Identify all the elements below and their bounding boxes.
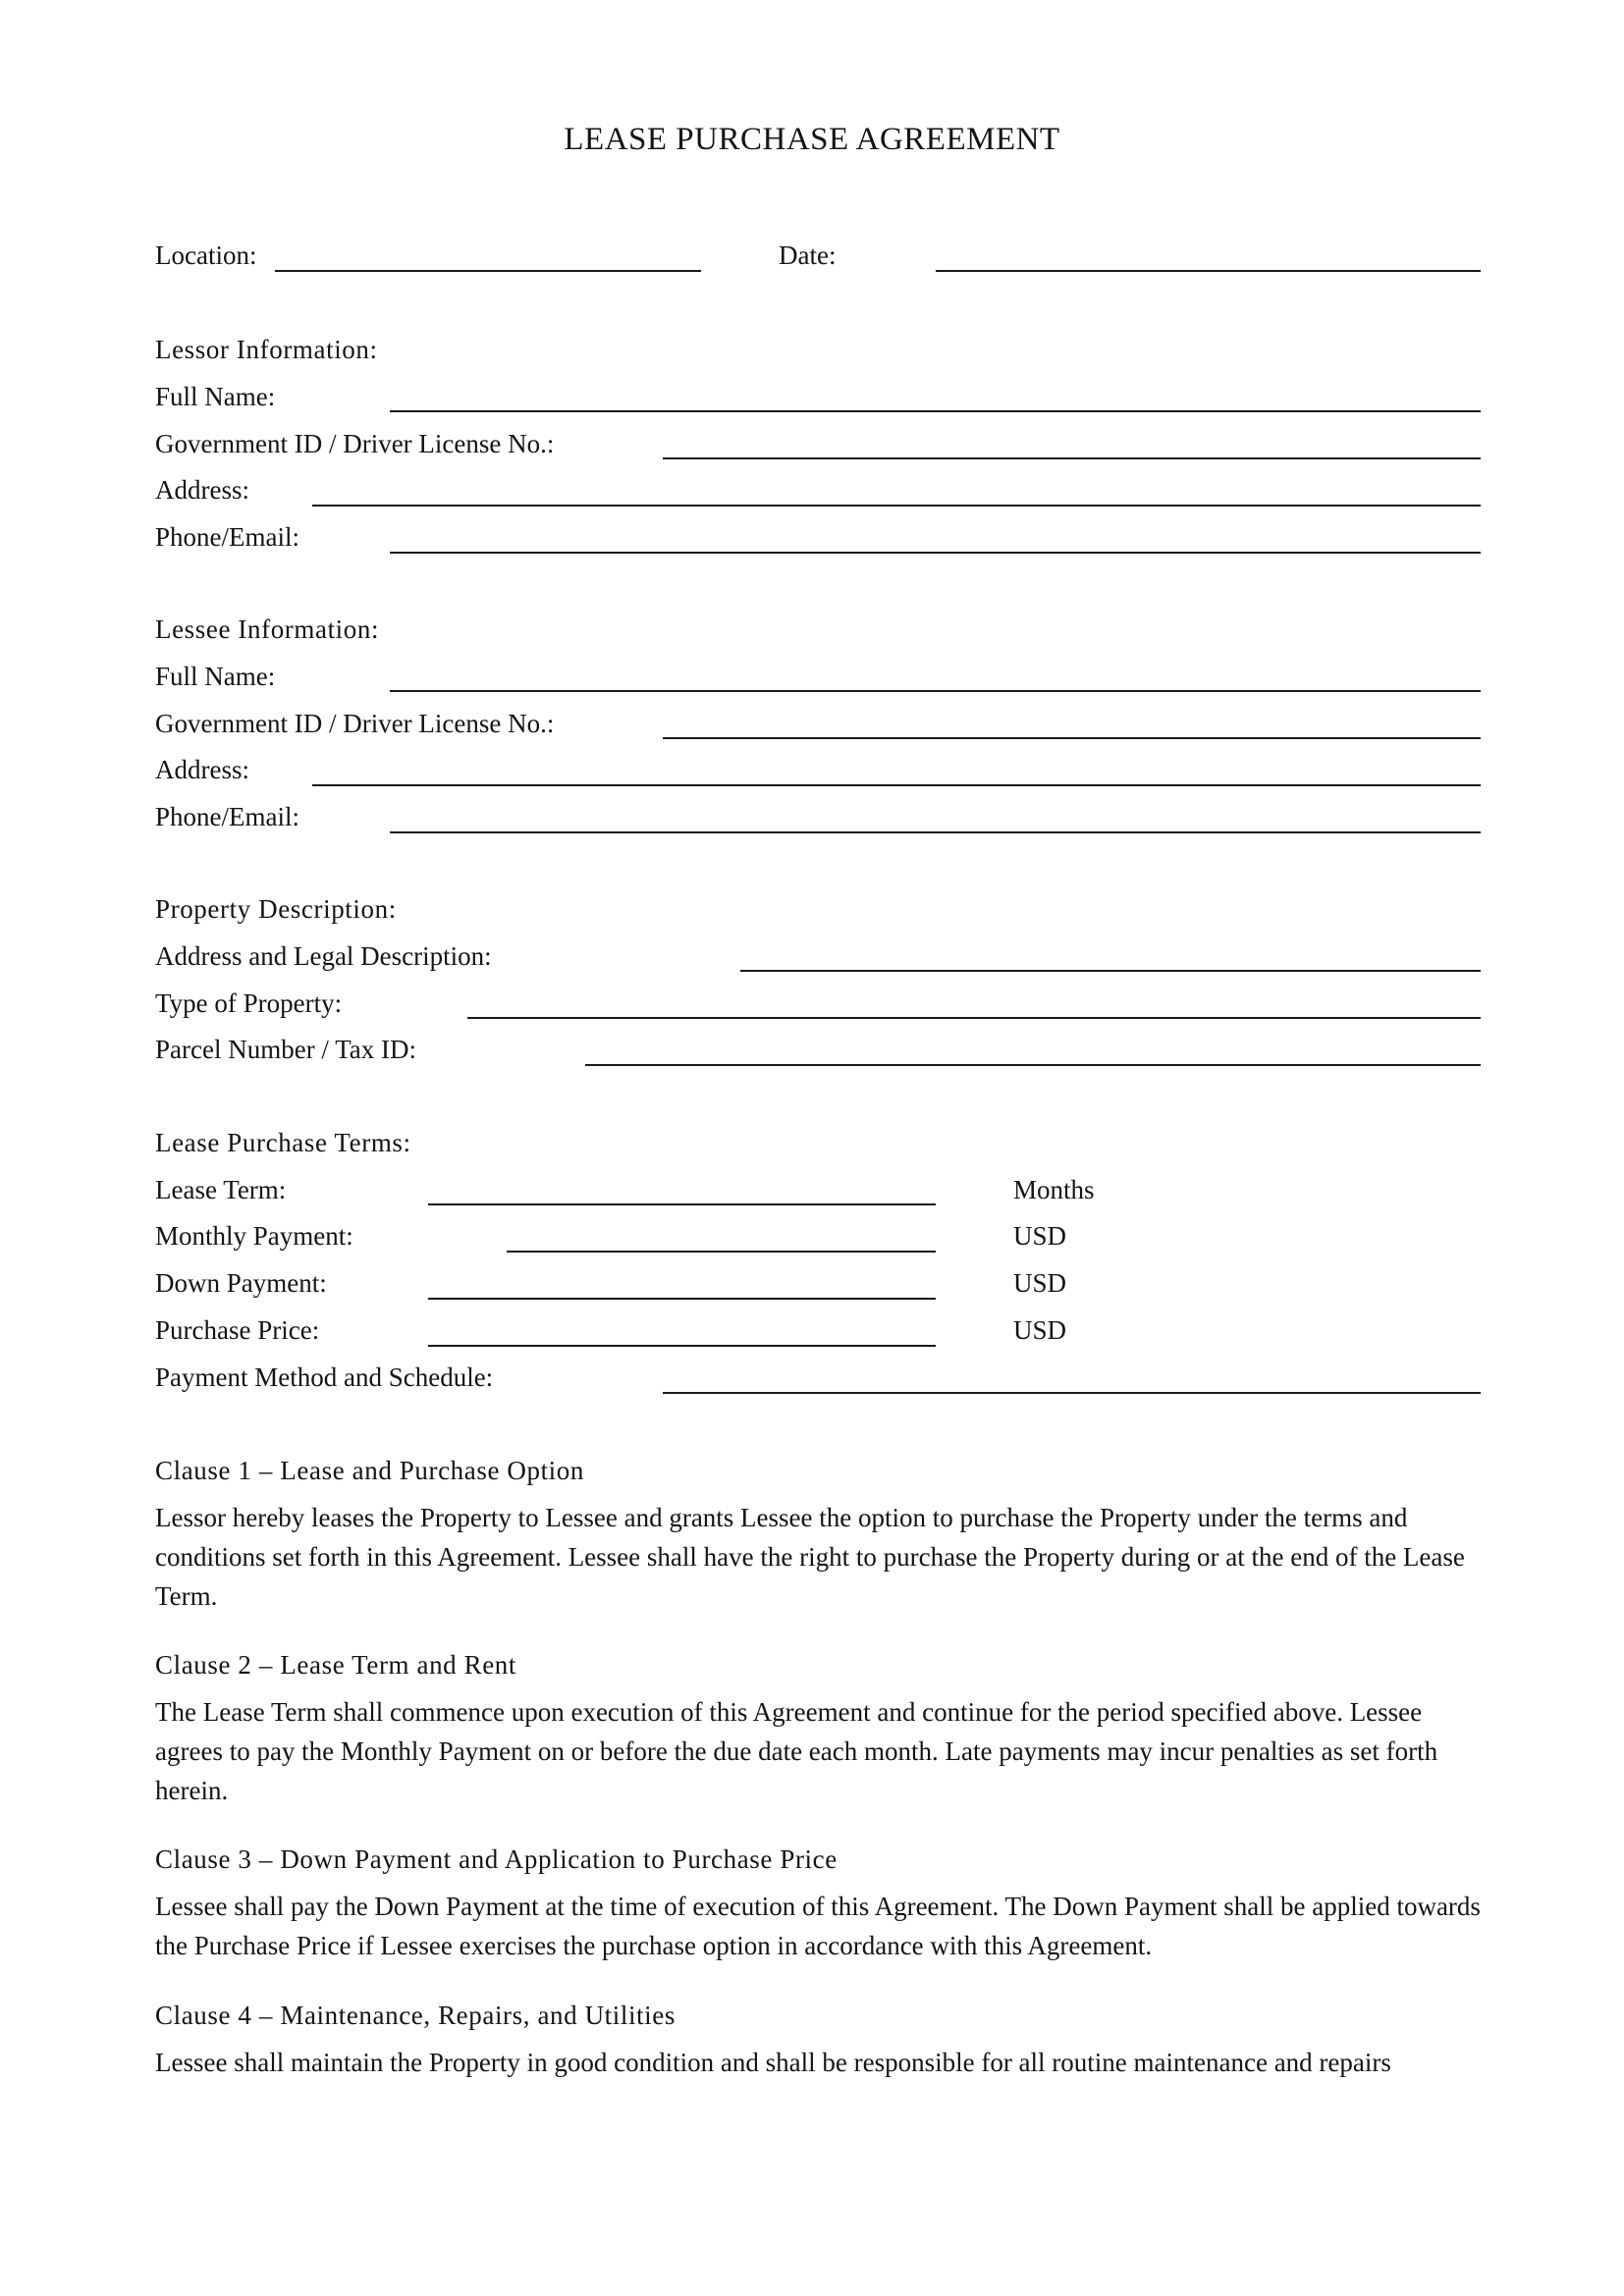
property-address-legal-field[interactable] bbox=[740, 970, 1481, 972]
purchase-price-unit: USD bbox=[1013, 1315, 1067, 1345]
lessor-heading: Lessor Information: bbox=[155, 335, 378, 364]
down-payment-label: Down Payment: bbox=[155, 1268, 327, 1298]
clause-4-body: Lessee shall maintain the Property in good condition and shall be responsible for all routine maintenance and repairs bbox=[155, 2048, 1391, 2077]
property-address-legal-label: Address and Legal Description: bbox=[155, 941, 492, 971]
lessor-address-label: Address: bbox=[155, 475, 249, 505]
lessor-phone-email-field[interactable] bbox=[390, 552, 1481, 554]
clause-3-body: Lessee shall pay the Down Payment at the time of execution of this Agreement. The Down Payment shall be applied towards the Purchase Price if Lessee exercises the purchase option in accordance with this Agreement. bbox=[155, 1892, 1481, 1960]
clause-4-heading: Clause 4 – Maintenance, Repairs, and Utilities bbox=[155, 2001, 676, 2030]
property-heading: Property Description: bbox=[155, 894, 397, 924]
lease-term-field[interactable] bbox=[428, 1203, 936, 1205]
clause-2-body: The Lease Term shall commence upon execution of this Agreement and continue for the period specified above. Lessee agrees to pay the Monthly Payment on or before the due date each month. Late payments may incur penalties as set forth herein. bbox=[155, 1697, 1438, 1805]
monthly-payment-label: Monthly Payment: bbox=[155, 1221, 353, 1251]
clause-1-body: Lessor hereby leases the Property to Lessee and grants Lessee the option to purchase the Property under the terms and conditions set forth in this Agreement. Lessee shall have the right to purchase the Property during or at the end of the Lease Term. bbox=[155, 1503, 1465, 1611]
purchase-price-field[interactable] bbox=[428, 1345, 936, 1347]
clause-1-heading: Clause 1 – Lease and Purchase Option bbox=[155, 1456, 584, 1485]
property-parcel-label: Parcel Number / Tax ID: bbox=[155, 1035, 417, 1064]
lessor-gov-id-label: Government ID / Driver License No.: bbox=[155, 429, 555, 458]
date-field[interactable] bbox=[936, 270, 1481, 272]
payment-method-field[interactable] bbox=[663, 1392, 1481, 1394]
terms-heading: Lease Purchase Terms: bbox=[155, 1128, 411, 1157]
monthly-payment-field[interactable] bbox=[507, 1251, 936, 1253]
lease-term-unit: Months bbox=[1013, 1175, 1095, 1204]
down-payment-unit: USD bbox=[1013, 1268, 1067, 1298]
lessor-full-name-label: Full Name: bbox=[155, 382, 276, 411]
payment-method-label: Payment Method and Schedule: bbox=[155, 1362, 494, 1392]
lessee-full-name-field[interactable] bbox=[390, 690, 1481, 692]
property-parcel-field[interactable] bbox=[585, 1064, 1481, 1066]
lessee-address-field[interactable] bbox=[312, 784, 1481, 786]
clause-3-heading: Clause 3 – Down Payment and Application to Purchase Price bbox=[155, 1844, 838, 1874]
location-label: Location: bbox=[155, 240, 257, 270]
clause-2-heading: Clause 2 – Lease Term and Rent bbox=[155, 1650, 517, 1680]
lessee-phone-email-field[interactable] bbox=[390, 831, 1481, 833]
lessee-gov-id-label: Government ID / Driver License No.: bbox=[155, 709, 555, 738]
lessor-full-name-field[interactable] bbox=[390, 410, 1481, 412]
monthly-payment-unit: USD bbox=[1013, 1221, 1067, 1251]
property-type-field[interactable] bbox=[467, 1017, 1481, 1019]
lessee-address-label: Address: bbox=[155, 755, 249, 784]
lessee-heading: Lessee Information: bbox=[155, 614, 380, 644]
lessee-full-name-label: Full Name: bbox=[155, 662, 276, 691]
lessor-gov-id-field[interactable] bbox=[663, 457, 1481, 459]
document-title: LEASE PURCHASE AGREEMENT bbox=[564, 122, 1060, 157]
property-type-label: Type of Property: bbox=[155, 988, 343, 1018]
date-label: Date: bbox=[779, 240, 837, 270]
lessor-phone-email-label: Phone/Email: bbox=[155, 522, 299, 552]
lessee-gov-id-field[interactable] bbox=[663, 737, 1481, 739]
lease-term-label: Lease Term: bbox=[155, 1175, 287, 1204]
lessee-phone-email-label: Phone/Email: bbox=[155, 802, 299, 831]
location-field[interactable] bbox=[275, 270, 701, 272]
purchase-price-label: Purchase Price: bbox=[155, 1315, 320, 1345]
lessor-address-field[interactable] bbox=[312, 505, 1481, 507]
down-payment-field[interactable] bbox=[428, 1298, 936, 1300]
